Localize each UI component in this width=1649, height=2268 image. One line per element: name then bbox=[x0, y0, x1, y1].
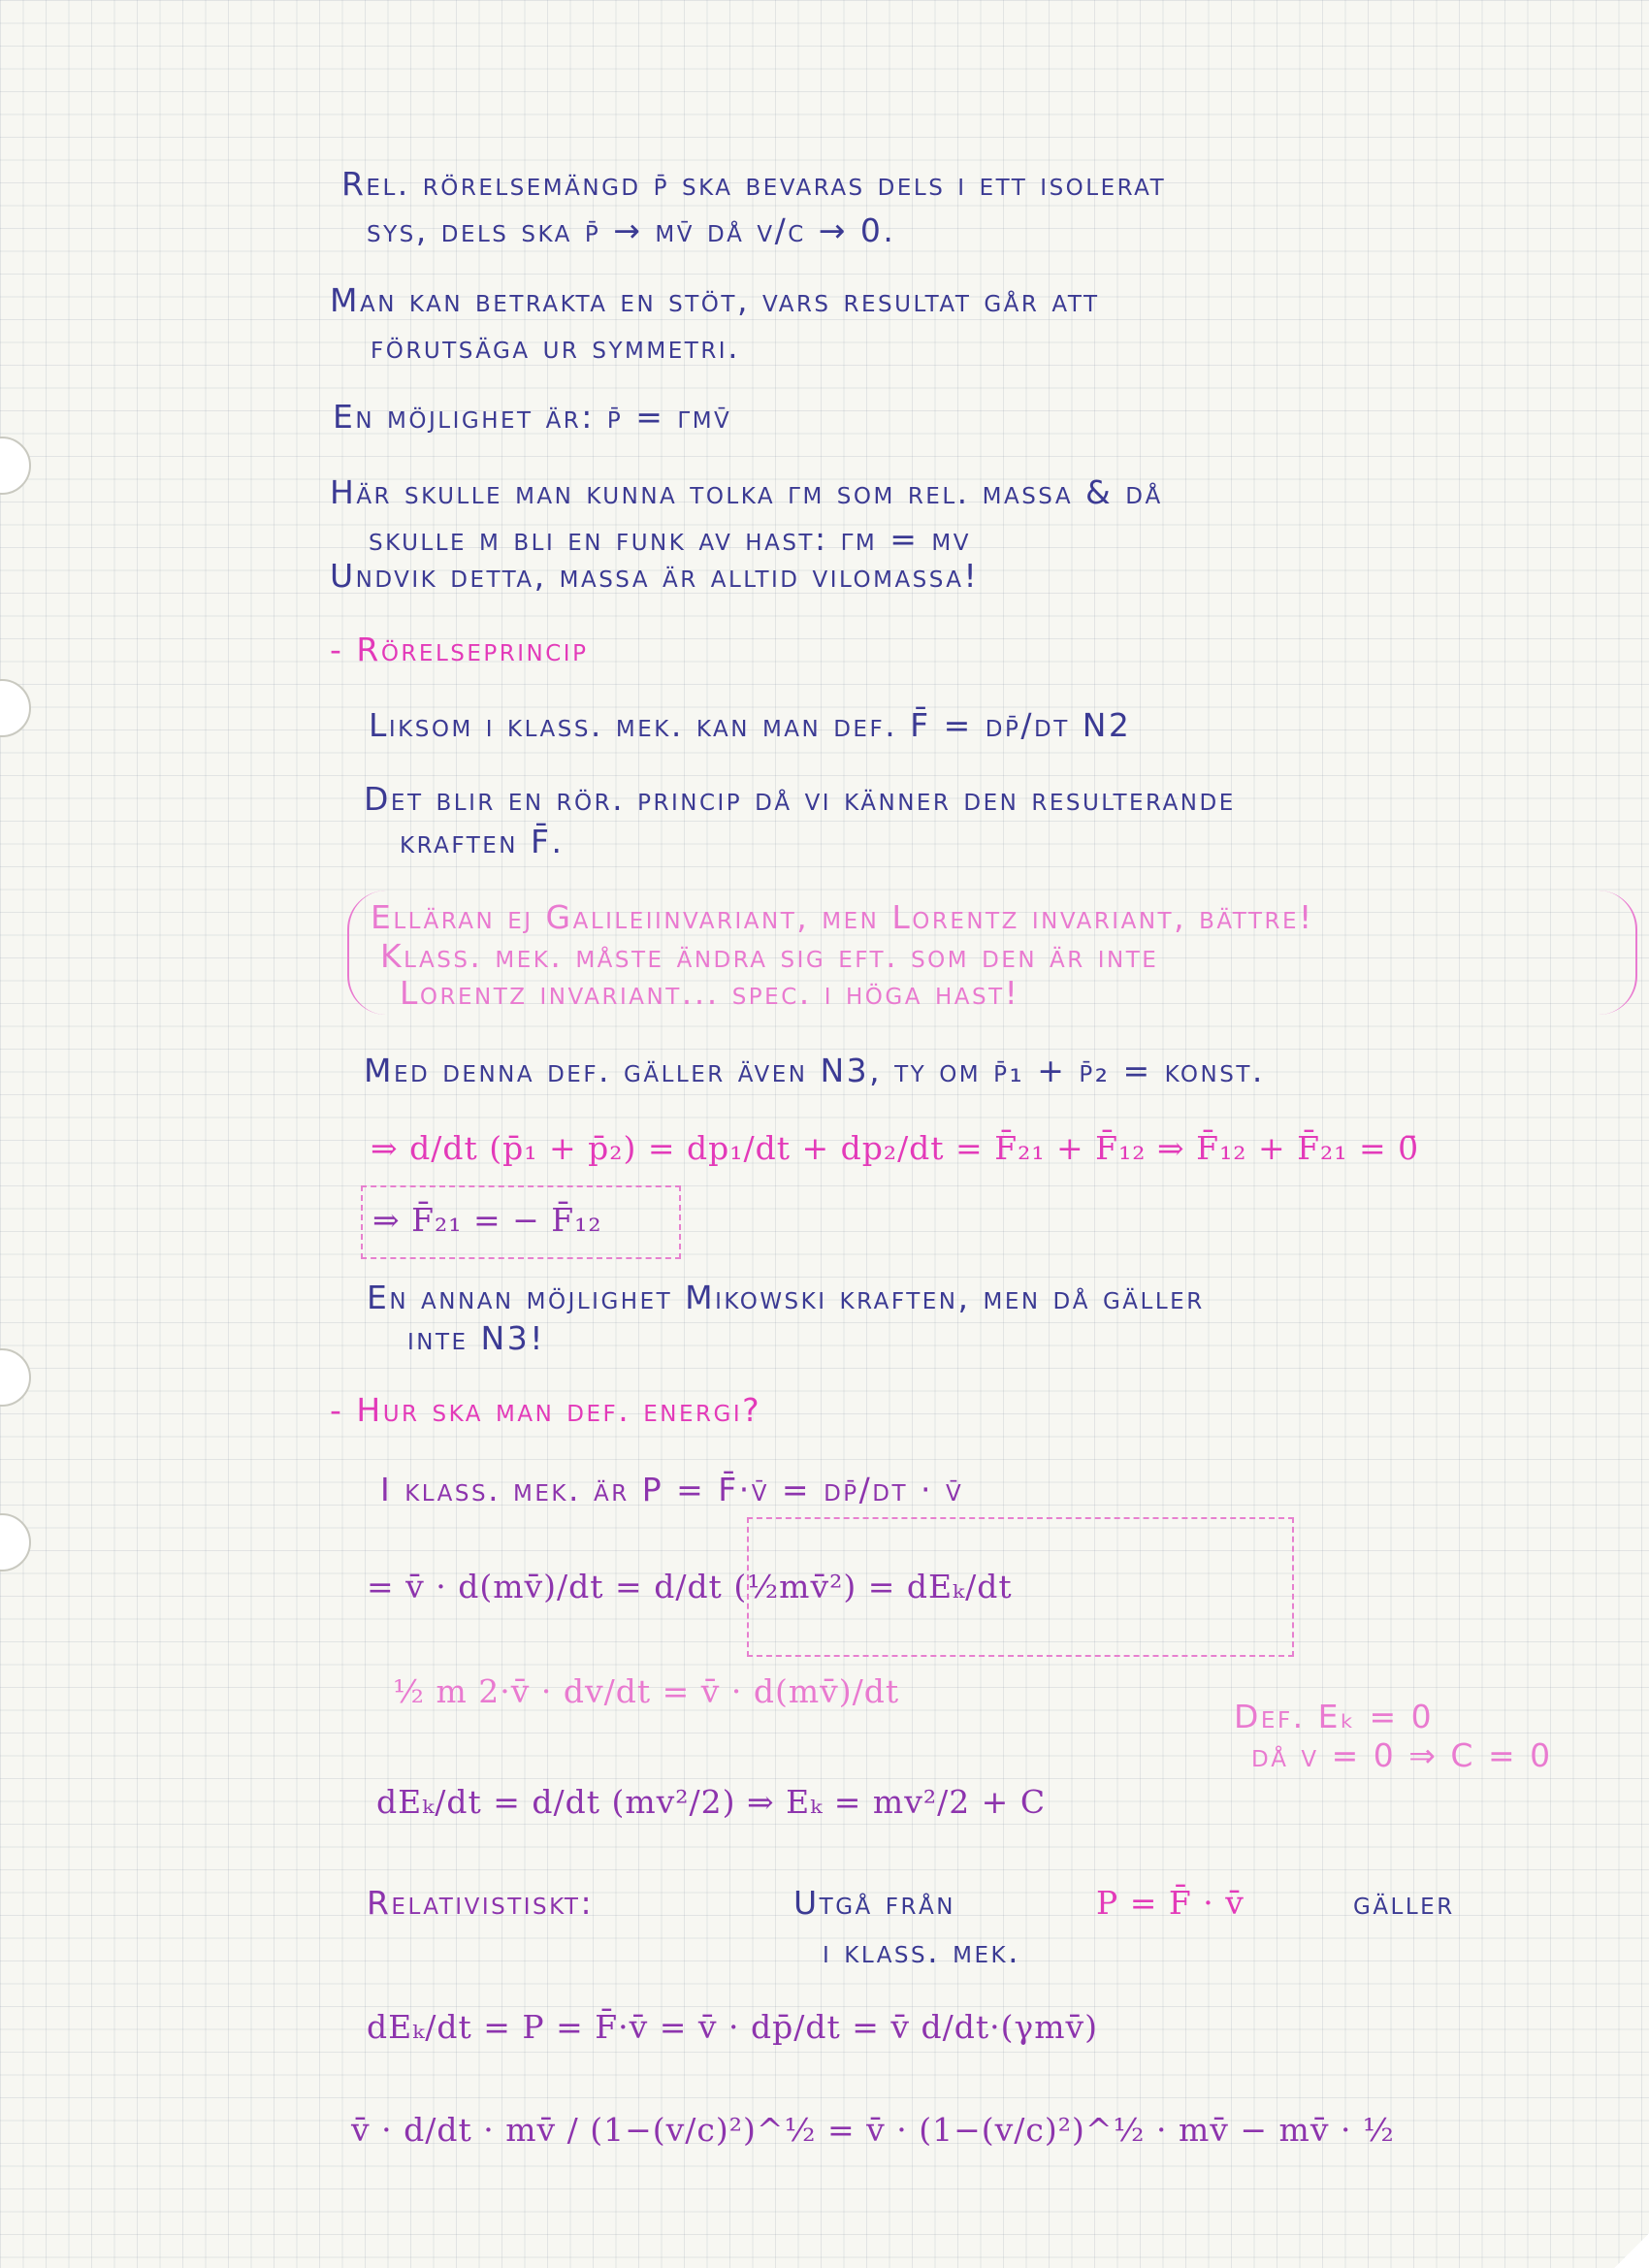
math-line: dEₖ/dt = d/dt (mv²/2) ⇒ Eₖ = mv²/2 + C bbox=[376, 1783, 1047, 1821]
note-line: En möjlighet är: p̄ = γmv̄ bbox=[333, 398, 732, 436]
note-line: gäller bbox=[1353, 1884, 1455, 1922]
math-note: Def. Eₖ = 0 bbox=[1234, 1698, 1435, 1735]
note-line: Man kan betrakta en stöt, vars resultat går att bbox=[330, 281, 1100, 319]
math-line: ⇒ F̄₂₁ = − F̄₁₂ bbox=[372, 1201, 602, 1239]
hole-4 bbox=[0, 1513, 31, 1571]
note-line: Rel. rörelsemängd p̄ ska bevaras dels i ett isolerat bbox=[341, 165, 1167, 203]
math-note: då v = 0 ⇒ C = 0 bbox=[1251, 1736, 1553, 1774]
aside-line: Lorentz invariant... spec. i höga hast! bbox=[400, 974, 1020, 1012]
note-line: En annan möjlighet Mikowski kraften, men då gäller bbox=[367, 1279, 1205, 1316]
note-line: I klass. mek. är P = F̄·v̄ = dp̄/dt · v̄ bbox=[380, 1471, 964, 1508]
aside-line: Elläran ej Galileiinvariant, men Lorentz invariant, bättre! bbox=[371, 898, 1314, 936]
math-line: ½ m 2·v̄ · dv/dt = v̄ · d(mv̄)/dt bbox=[393, 1672, 900, 1710]
math-line: dEₖ/dt = P = F̄·v̄ = v̄ · dp̄/dt = v̄ d/dt·(γmv̄) bbox=[367, 2008, 1099, 2046]
note-line: sys, dels ska p̄ → mv̄ då v/c → 0. bbox=[367, 211, 896, 249]
note-line: i klass. mek. bbox=[823, 1932, 1021, 1970]
note-line: Utgå från bbox=[793, 1884, 955, 1922]
math-line: ⇒ d/dt (p̄₁ + p̄₂) = dp₁/dt + dp₂/dt = F̄₂₁ + F̄₁₂ ⇒ F̄₁₂ + F̄₂₁ = 0̄ bbox=[371, 1129, 1420, 1167]
note-line: Med denna def. gäller även N3, ty om p̄₁ + p̄₂ = konst. bbox=[364, 1052, 1265, 1089]
math-line: v̄ · d/dt · mv̄ / (1−(v/c)²)^½ = v̄ · (1−(v/c)²)^½ · mv̄ − mv̄ · ½ bbox=[351, 2111, 1395, 2149]
note-line: Här skulle man kunna tolka γm som rel. massa & då bbox=[330, 473, 1163, 511]
note-line: Det blir en rör. princip då vi känner den resulterande bbox=[364, 780, 1236, 818]
section-heading: - Rörelseprincip bbox=[330, 631, 589, 668]
hole-1 bbox=[0, 437, 31, 495]
note-line: inte N3! bbox=[407, 1319, 545, 1357]
note-line: P = F̄ · v̄ bbox=[1096, 1884, 1245, 1922]
note-line: kraften F̄. bbox=[400, 823, 565, 860]
page-corner bbox=[1614, 2233, 1649, 2268]
section-heading: Relativistiskt: bbox=[367, 1884, 595, 1922]
note-line: Undvik detta, massa är alltid vilomassa! bbox=[330, 557, 980, 595]
aside-line: Klass. mek. måste ändra sig eft. som den är inte bbox=[380, 937, 1159, 975]
math-line: = v̄ · d(mv̄)/dt = d/dt (½mv̄²) = dEₖ/dt bbox=[367, 1568, 1013, 1605]
note-line: Liksom i klass. mek. kan man def. F̄ = dp̄/dt N2 bbox=[369, 706, 1132, 744]
section-heading: - Hur ska man def. energi? bbox=[330, 1391, 762, 1429]
hole-2 bbox=[0, 679, 31, 737]
note-line: förutsäga ur symmetri. bbox=[371, 328, 741, 366]
note-line: skulle m bli en funk av hast: γm = mv bbox=[369, 520, 971, 558]
hole-3 bbox=[0, 1348, 31, 1407]
